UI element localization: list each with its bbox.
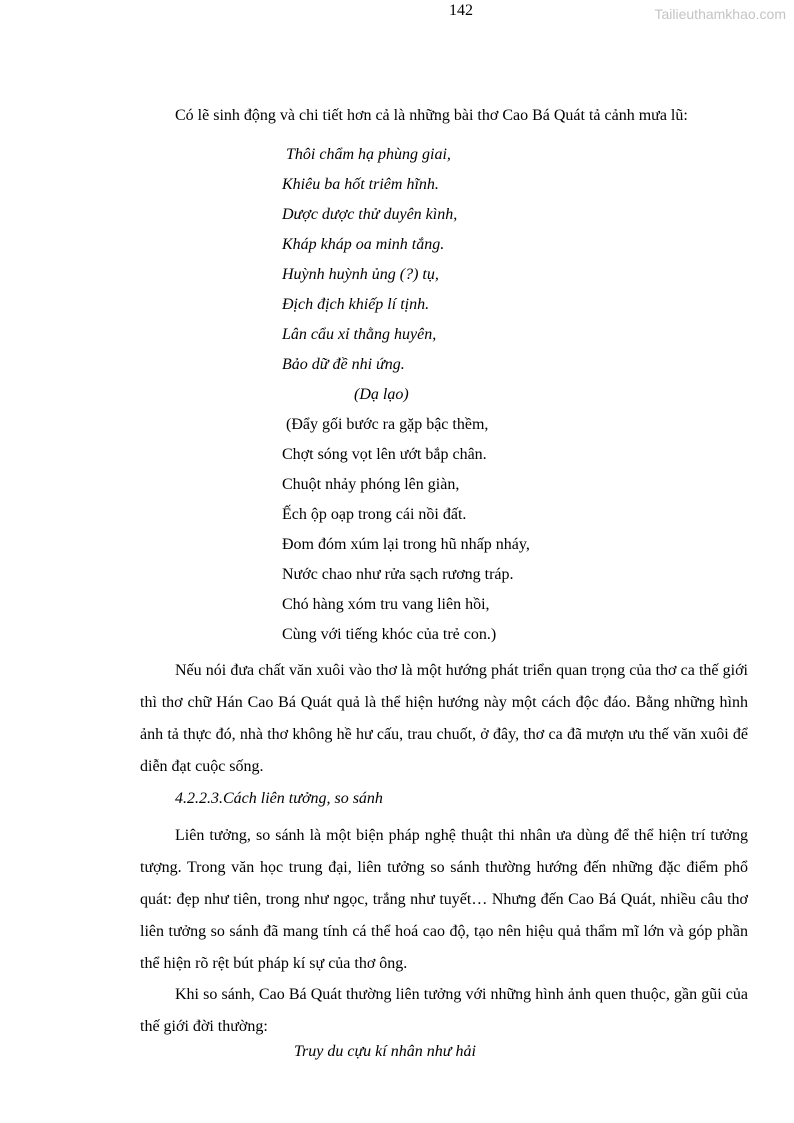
intro-paragraph: Có lẽ sinh động và chi tiết hơn cả là những bài thơ Cao Bá Quát tả cảnh mưa lũ:	[175, 107, 688, 124]
translation-line: (Đẩy gối bước ra gặp bậc thềm,	[286, 416, 489, 433]
poem-block	[282, 145, 662, 655]
body-paragraph: Liên tưởng, so sánh là một biện pháp nghệ thuật thi nhân ưa dùng để thể hiện trí tưởng tượng. Trong văn học trung đại, liên tưởng so sánh thường hướng đến những đặc điểm phổ quát: đẹp như tiên, trong như ngọc, trắng như tuyết… Nhưng đến Cao Bá Quát, nhiều câu thơ liên tưởng so sánh đã mang tính cá thể hoá cao độ, tạo nên hiệu quả thẩm mĩ lớn và góp phần thể hiện rõ rệt bút pháp kí sự của thơ ông.	[140, 827, 748, 972]
translation-line: Chó hàng xóm tru vang liên hồi,	[282, 596, 490, 613]
translation-line: Chợt sóng vọt lên ướt bắp chân.	[282, 446, 487, 463]
translation-line: Nước chao như rửa sạch rương tráp.	[282, 566, 514, 583]
body-paragraph: Khi so sánh, Cao Bá Quát thường liên tưởng với những hình ảnh quen thuộc, gần gũi của thế giới đời thường:	[140, 986, 748, 1035]
translation-line: Cùng với tiếng khóc của trẻ con.)	[282, 626, 497, 643]
poem-line: Bảo dữ đề nhi ứng.	[282, 356, 405, 373]
quoted-verse: Truy du cựu kí nhân như hải	[294, 1043, 476, 1060]
body-paragraph: Nếu nói đưa chất văn xuôi vào thơ là một hướng phát triển quan trọng của thơ ca thế giới thì thơ chữ Hán Cao Bá Quát quả là thể hiện hướng này một cách độc đáo. Bằng những hình ảnh tả thực đó, nhà thơ không hề hư cấu, trau chuốt, ở đây, thơ ca đã mượn ưu thế văn xuôi để diễn đạt cuộc sống.	[140, 662, 748, 775]
poem-line: Huỳnh huỳnh ủng (?) tụ,	[282, 266, 439, 283]
page-number: 142	[449, 2, 473, 19]
poem-source: (Dạ lạo)	[354, 386, 409, 403]
section-heading: 4.2.2.3.Cách liên tưởng, so sánh	[175, 790, 383, 807]
poem-line: Địch địch khiếp lí tịnh.	[282, 296, 430, 313]
translation-line: Chuột nhảy phóng lên giàn,	[282, 476, 460, 493]
poem-line: Lân cẩu xỉ thằng huyên,	[282, 326, 437, 343]
poem-line: Kháp kháp oa minh tắng.	[282, 236, 445, 253]
watermark: Tailieuthamkhao.com	[654, 6, 786, 22]
poem-line: Khiêu ba hốt triêm hĩnh.	[282, 176, 439, 193]
translation-line: Đom đóm xúm lại trong hũ nhấp nháy,	[282, 536, 530, 553]
poem-line: Dược dược thử duyên kình,	[282, 206, 458, 223]
translation-line: Ếch ộp oạp trong cái nồi đất.	[282, 506, 467, 523]
poem-line: Thôi chẩm hạ phùng giai,	[286, 146, 451, 163]
